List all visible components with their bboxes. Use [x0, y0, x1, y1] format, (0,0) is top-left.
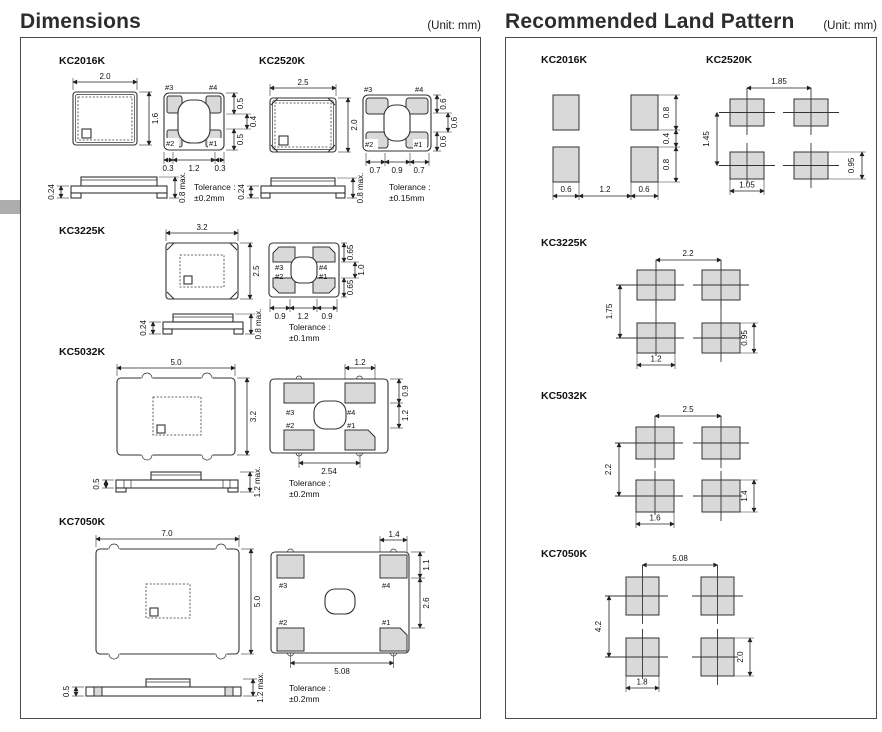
land-kc5032k: [541, 390, 758, 528]
kc2520k-bottom-view: [363, 85, 459, 175]
land-kc2520k-label: KC2520K: [706, 54, 753, 66]
kc5032k-height-max: 1.2 max.: [253, 466, 262, 498]
land-kc5032k-pitch-y: 2.2: [604, 463, 613, 476]
land-kc2520k-pitch-x: 1.85: [771, 77, 787, 86]
kc3225k-bot-d2: 1.2: [297, 312, 309, 321]
land-kc3225k-pad-h: 0.95: [740, 330, 749, 346]
land-kc2016k-pad-w2: 0.6: [638, 185, 650, 194]
kc2016k-tol-value: ±0.2mm: [194, 193, 225, 203]
kc2520k-body-height: 2.0: [350, 119, 359, 131]
kc3225k-tol-label: Tolerance :: [289, 322, 331, 332]
kc2016k-pad1-label: #1: [209, 139, 218, 148]
kc2520k-side-d3: 0.6: [439, 135, 448, 148]
dimensions-unit: (Unit: mm): [427, 20, 481, 32]
kc3225k-tolerance: [289, 322, 331, 343]
kc7050k-top-view: [96, 529, 262, 659]
kc3225k-side-d3: 0.65: [346, 279, 355, 296]
land-kc2016k-pad-h1: 0.8: [662, 106, 671, 119]
kc3225k-top-view: [166, 223, 261, 299]
land-kc3225k-label: KC3225K: [541, 237, 588, 249]
land-kc5032k-pitch-x: 2.5: [682, 405, 694, 414]
kc5032k-bottom-view: [270, 358, 410, 476]
kc2016k-pad2-label: #2: [166, 139, 175, 148]
land-kc7050k-pitch-y: 4.2: [594, 620, 603, 633]
kc2520k-tolerance: [389, 182, 431, 203]
kc2016k-bot-d3: 0.3: [214, 164, 226, 173]
kc2520k-base-thickness: 0.24: [237, 184, 246, 200]
land-kc2520k: [702, 54, 866, 195]
kc7050k-body-height: 5.0: [253, 595, 262, 608]
kc2016k-bot-d1: 0.3: [162, 164, 174, 173]
kc7050k-pad3-label: #3: [279, 581, 288, 590]
kc5032k-top-view: [117, 358, 258, 460]
kc2016k-top-view: [73, 72, 160, 145]
land-kc7050k-pitch-x: 5.08: [672, 554, 688, 563]
kc7050k-bot-span: 5.08: [334, 667, 350, 676]
dim-kc2520k: [237, 55, 459, 203]
kc7050k-pad1-label: #1: [382, 618, 391, 627]
land-kc3225k: [541, 237, 758, 369]
land-kc2016k: [541, 54, 680, 200]
kc7050k-tol-value: ±0.2mm: [289, 694, 320, 704]
kc2520k-label: KC2520K: [259, 55, 306, 67]
land-kc2520k-pitch-y: 1.45: [702, 131, 711, 147]
kc2520k-bot-d3: 0.7: [413, 166, 425, 175]
dimensions-panel: [20, 6, 481, 719]
kc5032k-tol-value: ±0.2mm: [289, 489, 320, 499]
kc7050k-pin1-mark: [150, 608, 158, 616]
kc2016k-side-d3: 0.5: [236, 133, 245, 146]
kc5032k-pad1-label: #1: [347, 421, 356, 430]
kc7050k-body-width: 7.0: [161, 529, 173, 538]
land-kc2016k-label: KC2016K: [541, 54, 588, 66]
kc5032k-body-height: 3.2: [249, 410, 258, 423]
kc5032k-bot-span: 2.54: [321, 467, 337, 476]
kc2016k-body-width: 2.0: [99, 72, 111, 81]
kc7050k-bottom-view: [271, 530, 431, 676]
kc7050k-tolerance: [289, 683, 331, 704]
kc2520k-pin1-mark: [279, 136, 288, 145]
land-kc2016k-gap-x: 1.2: [599, 185, 611, 194]
kc7050k-side-view: [62, 672, 265, 703]
kc5032k-base-thickness: 0.5: [92, 478, 101, 490]
kc5032k-tolerance: [289, 478, 331, 499]
kc2016k-pad4-label: #4: [209, 83, 218, 92]
kc3225k-height-max: 0.8 max.: [254, 308, 263, 340]
kc5032k-pin1-mark: [157, 425, 165, 433]
kc2520k-side-d2: 0.6: [450, 116, 459, 129]
land-pattern-title: Recommended Land Pattern: [505, 10, 795, 33]
kc5032k-pad3-label: #3: [286, 408, 295, 417]
kc3225k-bot-d1: 0.9: [274, 312, 286, 321]
land-kc3225k-pitch-x: 2.2: [682, 249, 694, 258]
kc7050k-pad2-label: #2: [279, 618, 288, 627]
land-kc2016k-pad-h2: 0.8: [662, 158, 671, 171]
land-kc3225k-pitch-y: 1.75: [605, 303, 614, 320]
land-kc7050k-pad-h: 2.0: [736, 651, 745, 663]
land-kc5032k-pad-h: 1.4: [740, 490, 749, 502]
kc2016k-body-height: 1.6: [151, 112, 160, 125]
land-kc2520k-pad-w: 1.05: [739, 180, 755, 190]
kc5032k-side-view: [92, 467, 262, 498]
kc2520k-tol-value: ±0.15mm: [389, 193, 425, 203]
kc2520k-pad2-label: #2: [365, 140, 374, 149]
kc2016k-height-max: 0.8 max.: [178, 172, 187, 203]
kc3225k-label: KC3225K: [59, 225, 106, 237]
kc3225k-base-thickness: 0.24: [139, 320, 148, 336]
land-kc7050k: [541, 548, 754, 692]
land-kc3225k-pad-w: 1.2: [650, 354, 662, 364]
kc2016k-pad3-label: #3: [165, 83, 174, 92]
land-kc5032k-pad-w: 1.6: [649, 513, 661, 523]
kc2016k-tolerance: [194, 182, 236, 203]
kc5032k-label: KC5032K: [59, 346, 106, 358]
kc3225k-side-d1: 0.65: [346, 244, 355, 261]
kc2520k-bot-d1: 0.7: [369, 166, 381, 175]
kc5032k-pad-width: 1.2: [354, 358, 366, 367]
kc3225k-pad3-label: #3: [275, 263, 284, 272]
kc2520k-body-width: 2.5: [297, 78, 309, 87]
kc2016k-bot-d2: 1.2: [188, 164, 200, 173]
kc3225k-pad2-label: #2: [275, 272, 284, 281]
kc7050k-height-max: 1.2 max.: [256, 672, 265, 703]
kc2016k-side-d2: 0.4: [249, 115, 258, 128]
kc2016k-tol-label: Tolerance :: [194, 182, 236, 192]
kc5032k-pad2-label: #2: [286, 421, 295, 430]
kc2520k-pad4-label: #4: [415, 85, 424, 94]
kc7050k-pad4-label: #4: [382, 581, 391, 590]
land-pattern-box: [505, 37, 877, 719]
land-pattern-drawing: [506, 38, 875, 713]
dimensions-drawing: [21, 38, 479, 713]
kc3225k-tol-value: ±0.1mm: [289, 333, 320, 343]
kc7050k-label: KC7050K: [59, 516, 106, 528]
kc3225k-body-height: 2.5: [252, 265, 261, 277]
land-kc2016k-pad-w1: 0.6: [560, 185, 572, 194]
kc2016k-base-thickness: 0.24: [47, 184, 56, 200]
kc3225k-body-width: 3.2: [196, 223, 208, 232]
kc7050k-tol-label: Tolerance :: [289, 683, 331, 693]
land-pattern-panel: [505, 6, 877, 719]
kc3225k-side-view: [139, 309, 263, 340]
dim-kc2016k: [47, 55, 258, 203]
land-kc7050k-pad-w: 1.8: [636, 677, 648, 687]
kc7050k-right-d1: 1.1: [422, 559, 431, 571]
land-pattern-unit: (Unit: mm): [823, 20, 877, 32]
kc2520k-tol-label: Tolerance :: [389, 182, 431, 192]
kc3225k-pad1-label: #1: [319, 272, 328, 281]
kc5032k-tol-label: Tolerance :: [289, 478, 331, 488]
kc5032k-pad4-label: #4: [347, 408, 356, 417]
kc3225k-bottom-view: [269, 243, 366, 321]
kc2016k-side-view: [47, 172, 187, 203]
kc2520k-height-max: 0.8 max.: [356, 172, 365, 204]
kc2520k-pad1-label: #1: [414, 140, 423, 149]
kc7050k-base-thickness: 0.5: [62, 685, 71, 698]
land-kc2016k-gap-y: 0.4: [662, 132, 671, 145]
kc2016k-side-d1: 0.5: [236, 97, 245, 110]
kc3225k-side-d2: 1.0: [357, 264, 366, 276]
kc7050k-right-d2: 2.6: [422, 597, 431, 609]
dim-kc5032k: [59, 346, 410, 499]
dimensions-box: [20, 37, 481, 719]
kc2016k-pin1-mark: [82, 129, 91, 138]
land-kc7050k-label: KC7050K: [541, 548, 588, 560]
kc5032k-right-d1: 0.9: [401, 385, 410, 397]
kc2520k-top-view: [270, 78, 359, 152]
land-kc2520k-pad-h: 0.95: [847, 157, 856, 174]
kc2016k-label: KC2016K: [59, 55, 106, 67]
kc7050k-pad-width: 1.4: [388, 530, 400, 539]
kc2520k-pad3-label: #3: [364, 85, 373, 94]
dim-kc3225k: [59, 223, 366, 343]
kc5032k-right-d2: 1.2: [401, 409, 410, 422]
land-kc5032k-label: KC5032K: [541, 390, 588, 402]
kc3225k-pad4-label: #4: [319, 263, 328, 272]
kc2520k-side-d1: 0.6: [439, 98, 448, 110]
kc3225k-bot-d3: 0.9: [321, 312, 333, 321]
kc2016k-bottom-view: [162, 83, 258, 173]
kc2520k-side-view: [237, 173, 365, 204]
dimensions-title: Dimensions: [20, 10, 142, 33]
kc3225k-pin1-mark: [184, 276, 192, 284]
kc5032k-body-width: 5.0: [170, 358, 182, 367]
kc2520k-bot-d2: 0.9: [391, 166, 403, 175]
dim-kc7050k: [59, 516, 431, 704]
